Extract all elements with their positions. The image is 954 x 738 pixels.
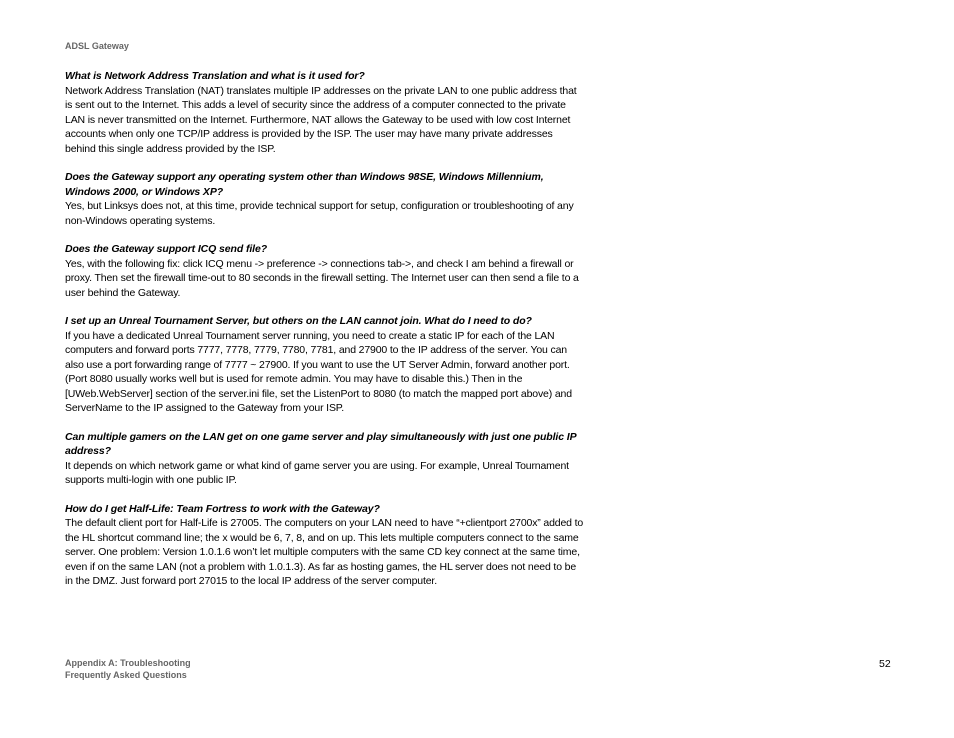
faq-answer: It depends on which network game or what kind of game server you are using. For example, Unreal Tournament supports multi-login with one public IP. xyxy=(65,459,569,486)
footer-section-title: Appendix A: Troubleshooting xyxy=(65,658,191,668)
faq-item-unreal xyxy=(65,314,585,416)
faq-question: Does the Gateway support ICQ send file? xyxy=(65,243,268,255)
faq-question: How do I get Half-Life: Team Fortress to work with the Gateway? xyxy=(65,502,380,515)
faq-item-nat xyxy=(65,69,585,156)
faq-item-multiple-gamers xyxy=(65,430,585,488)
faq-item-icq xyxy=(65,242,585,300)
faq-answer: Yes, with the following fix: click ICQ menu -> preference -> connections tab->, and check I am behind a firewall or proxy. Then set the firewall time-out to 80 seconds in the firewall setting. The Internet user can then send a file to a user behind the Gateway. xyxy=(65,257,579,299)
faq-question: What is Network Address Translation and what is it used for? xyxy=(65,70,365,82)
faq-question: Can multiple gamers on the LAN get on one game server and play simultaneously with just one public IP address? xyxy=(65,430,577,457)
faq-item-os-support xyxy=(65,170,585,228)
faq-answer: Network Address Translation (NAT) translates multiple IP addresses on the private LAN to one public address that is sent out to the Internet. This adds a level of security since the address of a computer connected to the private LAN is never transmitted on the Internet. Furthermore, NAT allows the Gateway to be used with low cost Internet accounts when only one TCP/IP address is provided by the ISP. The user may have many private addresses behind this single address provided by the ISP. xyxy=(65,84,577,155)
faq-answer: The default client port for Half-Life is 27005. The computers on your LAN need to have “+clientport 2700x” added to the HL shortcut command line; the x would be 6, 7, 8, and on up. This lets multiple computers connect to the same server. One problem: Version 1.0.1.6 won’t let multiple computers with the same CD key connect at the same time, even if on the same LAN (not a problem with 1.0.1.3). As far as hosting games, the HL server does not need to be in the DMZ. Just forward port 27015 to the local IP address of the server computer. xyxy=(65,517,584,587)
faq-question: Does the Gateway support any operating system other than Windows 98SE, Windows Millennium, Windows 2000, or Windows XP? xyxy=(65,171,544,198)
faq-question: I set up an Unreal Tournament Server, but others on the LAN cannot join. What do I need to do? xyxy=(65,315,532,327)
faq-answer: If you have a dedicated Unreal Tournament server running, you need to create a static IP for each of the LAN computers and forward ports 7777, 7778, 7779, 7780, 7781, and 27900 to the IP address of the server. You can also use a port forwarding range of 7777 ~ 27900. If you want to use the UT Server Admin, forward another port. (Port 8080 usually works well but is used for remote admin. You may have to disable this.) Then in the [UWeb.WebServer] section of the server.ini file, set the ListenPort to 8080 (to match the mapped port above) and ServerName to the IP assigned to the Gateway from your ISP. xyxy=(65,329,572,414)
faq-content xyxy=(65,69,585,603)
faq-answer: Yes, but Linksys does not, at this time, provide technical support for setup, configuration or troubleshooting of any non-Windows operating systems. xyxy=(65,200,574,227)
footer-subsection-title: Frequently Asked Questions xyxy=(65,670,187,680)
page-footer xyxy=(65,657,191,681)
page-number: 52 xyxy=(879,658,891,670)
faq-item-half-life xyxy=(65,502,585,589)
running-header: ADSL Gateway xyxy=(65,41,129,51)
